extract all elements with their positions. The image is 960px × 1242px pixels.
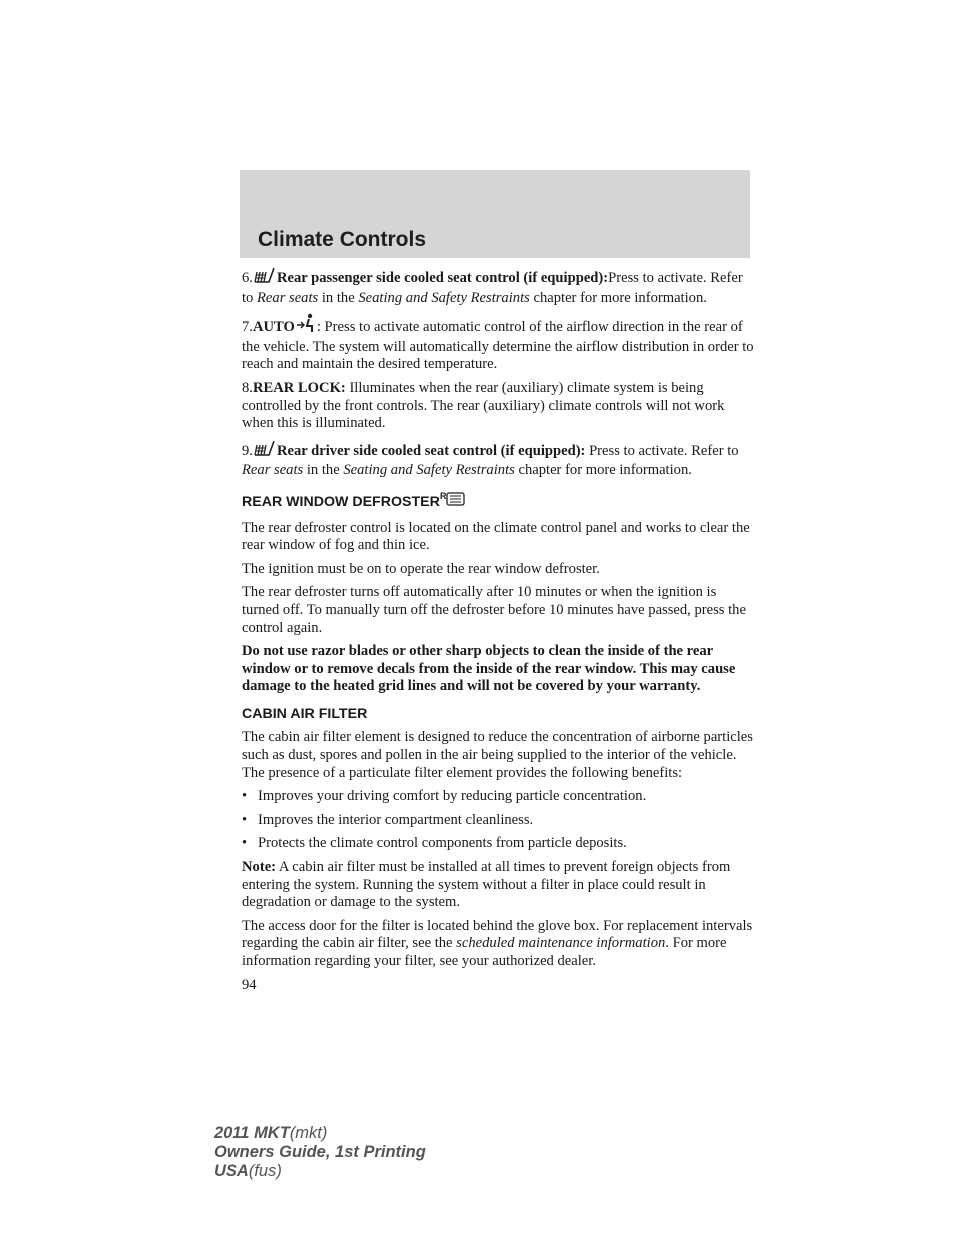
section-header-band [240, 170, 750, 258]
footer-line-1: 2011 MKT(mkt) [214, 1124, 328, 1142]
item-8: 8.REAR LOCK: Illuminates when the rear (auxiliary) climate system is being controlled by the front controls. The rear (auxiliary) climate controls will not work when this is illuminated. [242, 379, 725, 432]
defroster-warning: Do not use razor blades or other sharp objects to clean the inside of the rear window or to remove decals from the inside of the rear window. This may cause damage to the heated grid lines and will not be covered by your warranty. [242, 643, 736, 695]
filter-paragraph-last: The access door for the filter is located behind the glove box. For replacement intervals regarding the cabin air filter, see the scheduled maintenance information. For more information regarding your filter, see your authorized dealer. [242, 917, 753, 969]
defroster-paragraph-2: The ignition must be on to operate the rear window defroster. [242, 560, 600, 577]
cooled-seat-icon [253, 439, 277, 463]
rear-defrost-icon [440, 490, 466, 514]
footer-line-2: Owners Guide, 1st Printing [214, 1143, 426, 1161]
bullet-marker: • [242, 835, 248, 852]
bullet-marker: • [242, 788, 248, 805]
auto-airflow-icon [295, 313, 317, 339]
filter-heading: CABIN AIR FILTER [242, 705, 368, 722]
defroster-heading: REAR WINDOW DEFROSTER R [242, 490, 754, 514]
list-item: • Improves the interior compartment cleanliness. [242, 811, 534, 828]
page-number: 94 [242, 976, 257, 993]
defroster-paragraph-3: The rear defroster turns off automatically after 10 minutes or when the ignition is turned off. To manually turn off the defroster before 10 minutes have passed, press the control again. [242, 584, 746, 636]
svg-text:R: R [439, 490, 447, 501]
section-title: Climate Controls [258, 228, 427, 251]
page-content [242, 266, 754, 994]
footer-line-3: USA(fus) [214, 1162, 282, 1180]
item-7: 7.AUTO : Press to activate automatic control of the airflow direction in the rear of the vehicle. The system will automatically determine the airflow distribution in order to reach and maintain the desired temperature. [242, 313, 754, 374]
filter-paragraph-1: The cabin air filter element is designed to reduce the concentration of airborne particles such as dust, spores and pollen in the air being supplied to the interior of the vehicle. The presence of a particulate filter element provides the following benefits: [242, 729, 753, 781]
item-6: 6. Rear passenger side cooled seat control (if equipped):Press to activate. Refer to Rear seats in the Seating and Safety Restraints chapter for more information. [242, 266, 754, 307]
list-item: • Protects the climate control components from particle deposits. [242, 835, 627, 852]
filter-note: Note: A cabin air filter must be installed at all times to prevent foreign objects from entering the system. Running the system without a filter in place could result in degradation or damage to the system. [242, 859, 731, 911]
bullet-marker: • [242, 811, 248, 828]
print-footer [214, 1124, 426, 1181]
item-9: 9. Rear driver side cooled seat control (if equipped): Press to activate. Refer to Rear seats in the Seating and Safety Restraints chapter for more information. [242, 439, 754, 480]
cooled-seat-icon [253, 266, 277, 290]
list-item: • Improves your driving comfort by reducing particle concentration. [242, 788, 647, 805]
defroster-paragraph-1: The rear defroster control is located on the climate control panel and works to clear the rear window of fog and thin ice. [242, 519, 750, 554]
